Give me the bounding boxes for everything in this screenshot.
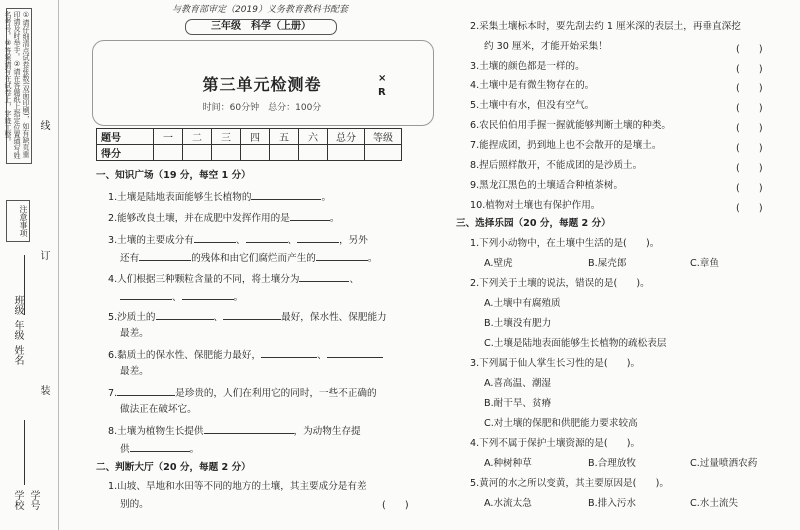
question-text: ，为动物生存提 bbox=[293, 426, 361, 437]
question-text: 供 bbox=[120, 444, 130, 455]
choice-4-option-a[interactable]: A.种树种草 bbox=[484, 458, 532, 469]
table-cell: 得分 bbox=[97, 145, 154, 161]
choice-4-option-c[interactable]: C.过量喷洒农药 bbox=[690, 458, 758, 469]
answer-blank[interactable] bbox=[246, 233, 288, 243]
judge-1-cont: 别的。 bbox=[120, 499, 149, 510]
question-2: 2.能够改良土壤，并在成肥中发挥作用的是 。 bbox=[108, 213, 340, 224]
choice-2-option-a[interactable]: A.土壤中有腐殖质 bbox=[484, 298, 561, 309]
question-text: 3.土壤的主要成分有 bbox=[108, 235, 194, 246]
choice-5-option-b[interactable]: B.排入污水 bbox=[588, 498, 637, 509]
answer-blank[interactable] bbox=[204, 424, 294, 434]
question-text: 最差。 bbox=[120, 328, 149, 339]
table-cell: 三 bbox=[212, 129, 241, 145]
table-cell: 题号 bbox=[97, 129, 154, 145]
page-title: 第三单元检测卷 bbox=[202, 75, 322, 94]
question-text: 最差。 bbox=[120, 366, 149, 377]
question-5-cont bbox=[120, 328, 149, 340]
answer-blank[interactable] bbox=[327, 348, 383, 358]
judge-5: 5.土壤中有水，但没有空气。 bbox=[470, 100, 595, 111]
choice-5: 5.黄河的水之所以变黄，其主要原因是( )。 bbox=[470, 478, 669, 489]
table-cell: 四 bbox=[241, 129, 270, 145]
grade-subject-badge: 三年级 科学（上册） bbox=[185, 19, 337, 35]
table-cell: 六 bbox=[299, 129, 328, 145]
answer-blank[interactable] bbox=[130, 442, 190, 452]
section-1-heading: 一、知识广场（19 分，每空 1 分） bbox=[96, 170, 251, 181]
question-text: 2.能够改良土壤，并在成肥中发挥作用的是 bbox=[108, 213, 290, 224]
choice-2-option-b[interactable]: B.土壤没有肥力 bbox=[484, 318, 552, 329]
question-3: 3.土壤的主要成分有 、 、 ，另外 bbox=[108, 235, 368, 246]
question-text: 最好，保水性、保肥能力 bbox=[281, 312, 387, 323]
judge-2: 2.采集土壤标本时，要先刮去约 1 厘米深的表层土，再垂直深挖 bbox=[470, 21, 741, 32]
choice-1: 1.下列小动物中，在土壤中生活的是( )。 bbox=[470, 238, 660, 249]
exam-notice: ①请仔细清点试卷张数(双面印刷)，如有缺页重印请及时举手。②请在答题纸上指定位置填写姓名考号。③答案请写在试卷上，字迹工整。 bbox=[6, 8, 32, 164]
answer-paren[interactable]: ( ) bbox=[736, 44, 763, 55]
question-text: 4.人们根据三种颗粒含量的不同，将土壤分为 bbox=[108, 274, 300, 285]
score-cell[interactable] bbox=[241, 145, 270, 161]
choice-4: 4.下列不属于保护土壤资源的是( )。 bbox=[470, 438, 641, 449]
name-field-label: 姓名 bbox=[12, 345, 23, 365]
question-7 bbox=[108, 386, 377, 400]
choice-2-option-c[interactable]: C.土壤是陆地表面能够生长植物的疏松表层 bbox=[484, 338, 667, 349]
question-7-cont bbox=[120, 404, 197, 416]
score-cell[interactable] bbox=[183, 145, 212, 161]
answer-blank[interactable] bbox=[316, 251, 368, 261]
corner-mark: × R bbox=[378, 73, 387, 98]
choice-1-option-b[interactable]: B.屎壳郎 bbox=[588, 258, 627, 269]
score-cell[interactable] bbox=[154, 145, 183, 161]
table-cell: 等级 bbox=[365, 129, 402, 145]
question-text: 8.土壤为植物生长提供 bbox=[108, 426, 204, 437]
score-cell[interactable] bbox=[212, 145, 241, 161]
choice-1-option-c[interactable]: C.章鱼 bbox=[690, 258, 719, 269]
answer-paren[interactable]: ( ) bbox=[736, 103, 763, 114]
judge-10: 10.植物对土壤也有保护作用。 bbox=[470, 200, 601, 211]
choice-3: 3.下列属于仙人掌生长习性的是( )。 bbox=[470, 358, 641, 369]
judge-2-cont: 约 30 厘米，才能开始采集！ bbox=[484, 41, 608, 52]
answer-blank[interactable] bbox=[120, 290, 172, 300]
answer-paren[interactable]: ( ) bbox=[736, 83, 763, 94]
question-8 bbox=[108, 424, 361, 438]
student-id-field-label: 学号 bbox=[28, 490, 39, 510]
choice-2: 2.下列关于土壤的说法，错误的是( )。 bbox=[470, 278, 650, 289]
choice-1-option-a[interactable]: A.壁虎 bbox=[484, 258, 513, 269]
score-table bbox=[96, 128, 402, 161]
choice-4-option-b[interactable]: B.合理放牧 bbox=[588, 458, 637, 469]
score-cell[interactable] bbox=[299, 145, 328, 161]
question-4: 4.人们根据三种颗粒含量的不同，将土壤分为 、 bbox=[108, 274, 360, 285]
question-text: 7. bbox=[108, 388, 118, 399]
exam-time-score: 时间：60分钟 总分：100分 bbox=[202, 103, 322, 113]
section-2-heading: 二、判断大厅（20 分，每题 2 分） bbox=[96, 462, 251, 473]
answer-blank[interactable] bbox=[117, 386, 175, 396]
grade-field-label: 年级 bbox=[12, 320, 23, 340]
judge-4: 4.土壤中是有微生物存在的。 bbox=[470, 80, 595, 91]
table-cell: 总分 bbox=[328, 129, 365, 145]
section-3-heading: 三、选择乐园（20 分，每题 2 分） bbox=[456, 218, 611, 229]
answer-paren[interactable]: ( ) bbox=[736, 163, 763, 174]
answer-blank[interactable] bbox=[182, 290, 234, 300]
table-cell: 二 bbox=[183, 129, 212, 145]
judge-7: 7.能捏成团，扔到地上也不会散开的是壤土。 bbox=[470, 140, 662, 151]
class-field-label: 班级 bbox=[12, 295, 23, 315]
question-text: 6.黏质土的保水性、保肥能力最好， bbox=[108, 350, 262, 361]
question-text: ，另外 bbox=[339, 235, 368, 246]
binding-mark-3: 装 bbox=[38, 385, 49, 399]
choice-3-option-b[interactable]: B.耐干旱、贫瘠 bbox=[484, 398, 552, 409]
score-cell[interactable] bbox=[270, 145, 299, 161]
answer-blank[interactable] bbox=[299, 272, 349, 282]
binding-mark-2: 订 bbox=[38, 250, 49, 264]
judge-8: 8.捏后照样散开，不能成团的是沙质土。 bbox=[470, 160, 643, 171]
question-8-cont: 供 。 bbox=[120, 444, 200, 455]
question-6-cont bbox=[120, 366, 149, 378]
question-3-cont: 还有 的残体和由它们腐烂而产生的 。 bbox=[120, 253, 378, 264]
choice-3-option-c[interactable]: C.对土壤的保肥和供肥能力要求较高 bbox=[484, 418, 638, 429]
answer-paren[interactable]: ( ) bbox=[736, 143, 763, 154]
choice-3-option-a[interactable]: A.喜高温、潮湿 bbox=[484, 378, 552, 389]
answer-paren[interactable]: ( ) bbox=[736, 183, 763, 194]
answer-paren[interactable]: ( ) bbox=[736, 123, 763, 134]
answer-blank[interactable] bbox=[139, 251, 191, 261]
notice-label: 注意事项 bbox=[6, 200, 30, 242]
answer-blank[interactable] bbox=[290, 211, 330, 221]
question-text: 还有 bbox=[120, 253, 140, 264]
question-text: 1.土壤是陆地表面能够生长植物的 bbox=[108, 192, 252, 203]
table-cell: 一 bbox=[154, 129, 183, 145]
score-table-score-row bbox=[97, 145, 402, 161]
question-text: 做法正在破坏它。 bbox=[120, 404, 197, 415]
choice-5-option-a[interactable]: A.水流太急 bbox=[484, 498, 532, 509]
judge-3: 3.土壤的颜色都是一样的。 bbox=[470, 61, 585, 72]
judge-1: 1.山坡、旱地和水田等不同的地方的土壤，其主要成分是有差 bbox=[108, 481, 367, 492]
question-5: 5.沙质土的 、 最好，保水性、保肥能力 bbox=[108, 312, 387, 323]
table-cell: 五 bbox=[270, 129, 299, 145]
answer-paren[interactable]: ( ) bbox=[382, 500, 409, 511]
score-table-header-row bbox=[97, 129, 402, 145]
answer-blank[interactable] bbox=[156, 310, 214, 320]
question-1: 1.土壤是陆地表面能够生长植物的 。 bbox=[108, 192, 332, 203]
school-field-line[interactable] bbox=[24, 420, 25, 485]
school-field-label: 学校 bbox=[12, 490, 23, 510]
binding-margin bbox=[0, 0, 59, 530]
question-6: 6.黏质土的保水性、保肥能力最好， 、 bbox=[108, 348, 383, 362]
question-text: 5.沙质土的 bbox=[108, 312, 156, 323]
question-4-cont: 、 。 bbox=[120, 290, 243, 304]
binding-mark-1: 线 bbox=[38, 120, 49, 134]
answer-blank[interactable] bbox=[297, 233, 339, 243]
score-cell[interactable] bbox=[328, 145, 365, 161]
answer-paren[interactable]: ( ) bbox=[736, 203, 763, 214]
choice-5-option-c[interactable]: C.水土流失 bbox=[690, 498, 739, 509]
judge-9: 9.黑龙江黑色的土壤适合种植茶树。 bbox=[470, 180, 624, 191]
answer-blank[interactable] bbox=[261, 348, 317, 358]
answer-blank[interactable] bbox=[251, 190, 321, 200]
textbook-banner: 与教育部审定（2019）义务教育教科书配套 bbox=[172, 5, 348, 15]
answer-blank[interactable] bbox=[194, 233, 236, 243]
answer-blank[interactable] bbox=[223, 310, 281, 320]
question-text: 是珍贵的，人们在利用它的同时，一些不正确的 bbox=[175, 388, 377, 399]
score-cell[interactable] bbox=[365, 145, 402, 161]
answer-paren[interactable]: ( ) bbox=[736, 64, 763, 75]
judge-6: 6.农民伯伯用手握一握就能够判断土壤的种类。 bbox=[470, 120, 672, 131]
question-text: 的残体和由它们腐烂而产生的 bbox=[191, 253, 316, 264]
